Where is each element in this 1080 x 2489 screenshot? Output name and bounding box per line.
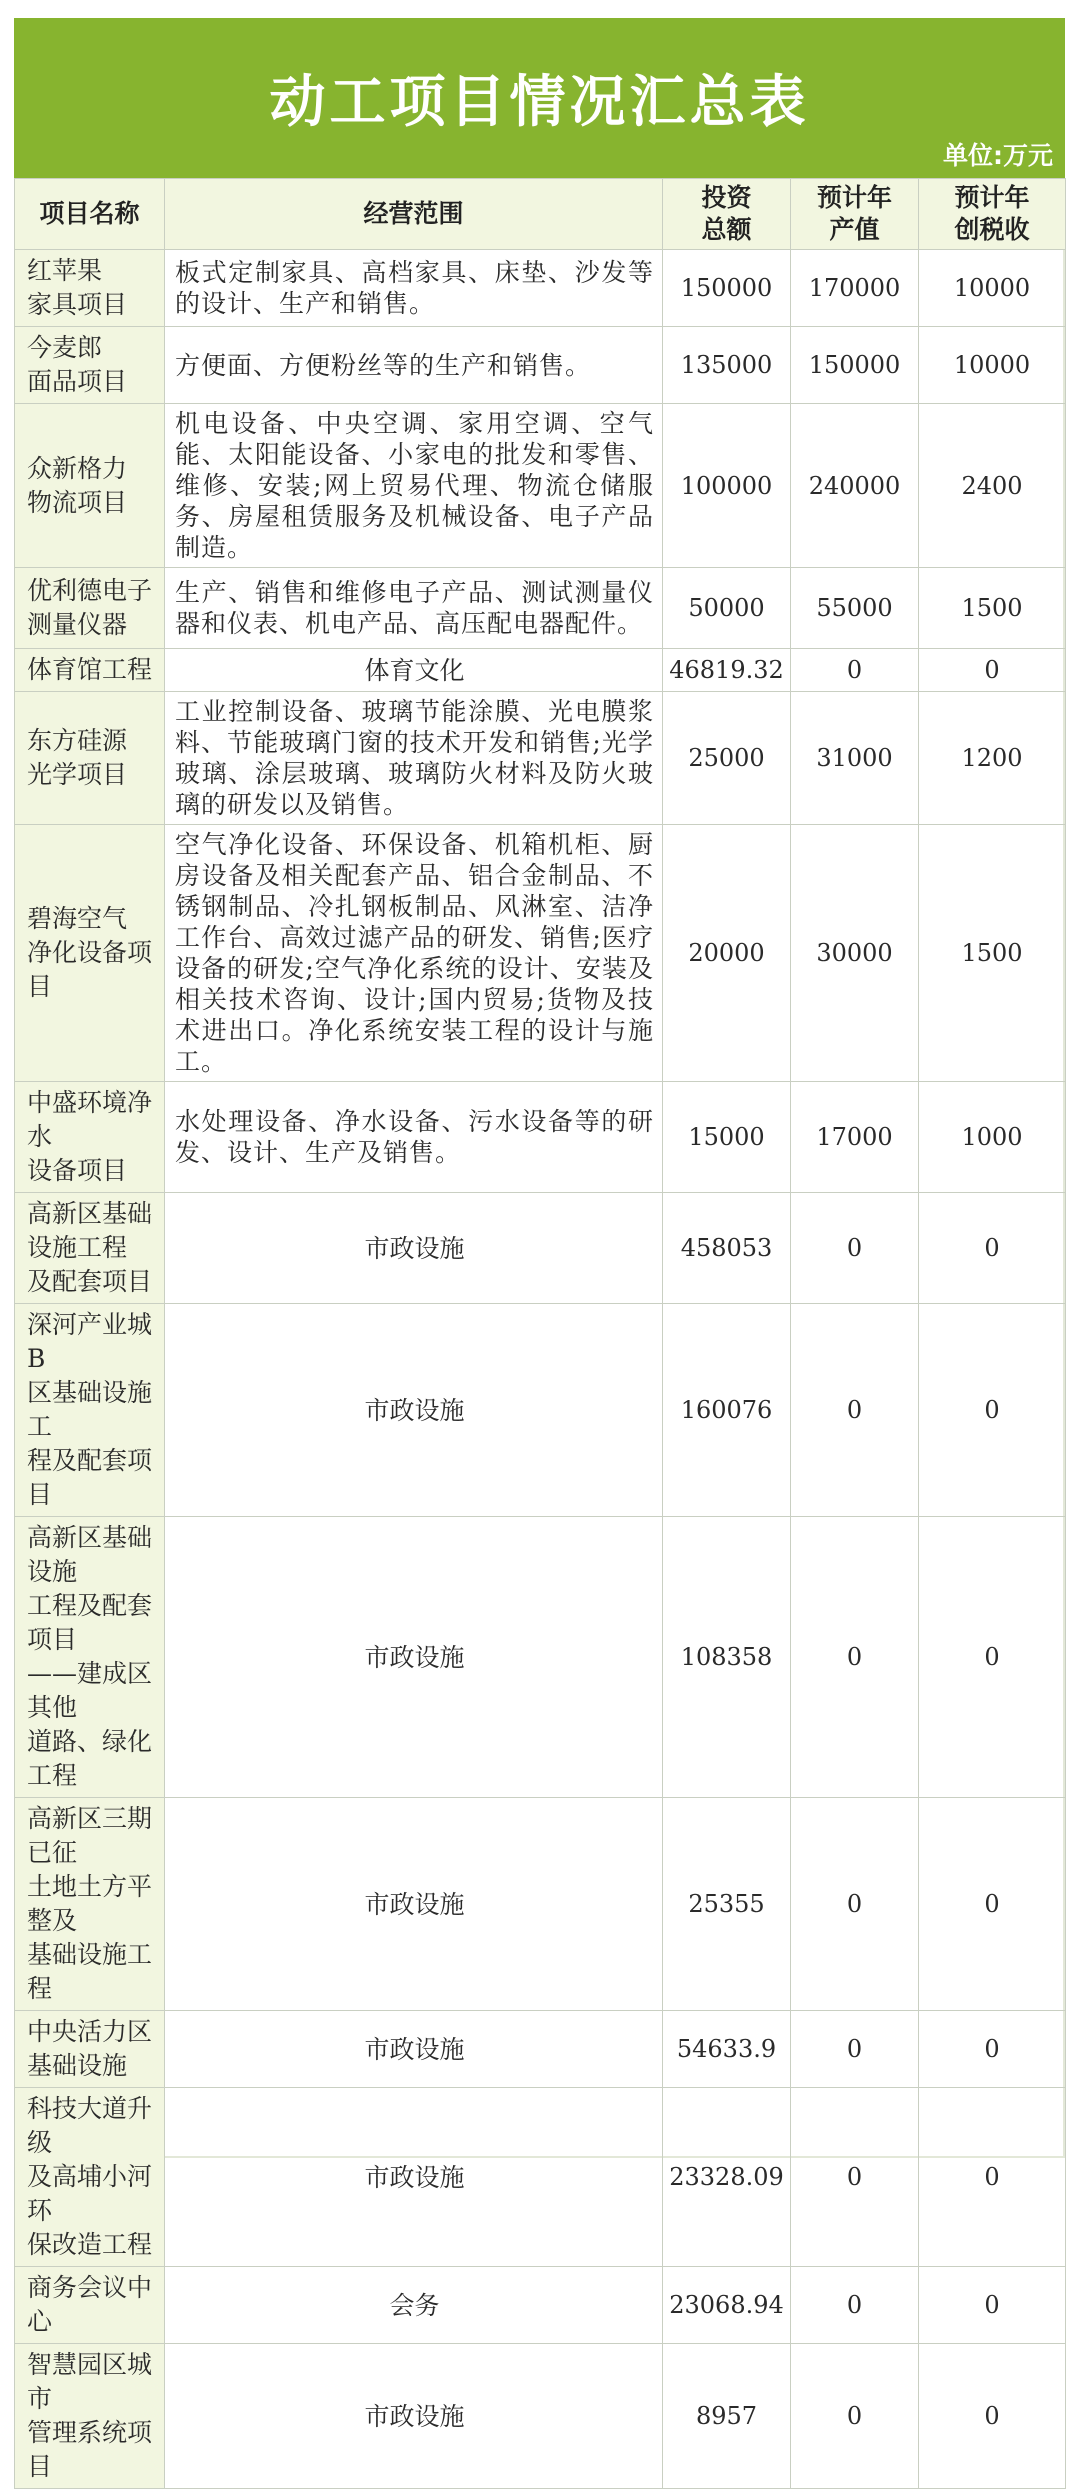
annual-tax-cell: 0: [919, 1193, 1066, 1304]
project-name-cell: [15, 2011, 165, 2088]
project-name-line: 科技大道升级: [27, 2094, 153, 2157]
project-name-line: 高新区基础设施: [27, 1523, 153, 1586]
business-scope-cell: 生产、销售和维修电子产品、测试测量仪器和仪表、机电产品、高压配电器配件。: [165, 568, 663, 649]
project-name-line: 智慧园区城市: [27, 2350, 153, 2413]
investment-cell: 458053: [663, 1193, 791, 1304]
investment-cell: 25000: [663, 692, 791, 825]
project-name-cell: [15, 1304, 165, 1517]
table-row: [15, 404, 1066, 568]
annual-tax-cell: 0: [919, 2267, 1066, 2344]
project-name-cell: [15, 692, 165, 825]
project-name-line: 区基础设施工: [27, 1378, 153, 1441]
project-name-cell: [15, 327, 165, 404]
business-scope-cell: 板式定制家具、高档家具、床垫、沙发等的设计、生产和销售。: [165, 250, 663, 327]
annual-output-cell: 0: [791, 1304, 919, 1517]
annual-tax-cell: 0: [919, 2088, 1066, 2267]
annual-output-cell: 0: [791, 2267, 919, 2344]
project-name-line: 程及配套项目: [27, 1446, 153, 1509]
annual-tax-cell: 0: [919, 2011, 1066, 2088]
header-output-line1: 预计年: [816, 183, 892, 212]
business-scope-cell: 市政设施: [165, 2011, 663, 2088]
table-row: [15, 568, 1066, 649]
table-row: [15, 1082, 1066, 1193]
project-name-line: 面品项目: [27, 367, 128, 396]
project-name-line: 中盛环境净水: [27, 1088, 153, 1151]
project-name-line: 深河产业城B: [27, 1310, 153, 1373]
table-row: [15, 2267, 1066, 2344]
annual-tax-cell: 2400: [919, 404, 1066, 568]
table-row: [15, 825, 1066, 1082]
project-name-cell: [15, 2267, 165, 2344]
annual-tax-cell: 0: [919, 1304, 1066, 1517]
project-name-line: 测量仪器: [27, 610, 128, 639]
business-scope-cell: 会务: [165, 2267, 663, 2344]
annual-tax-cell: 1000: [919, 1082, 1066, 1193]
header-investment: [663, 179, 791, 250]
investment-cell: 20000: [663, 825, 791, 1082]
project-name-cell: [15, 1798, 165, 2011]
annual-tax-cell: 0: [919, 1798, 1066, 2011]
table-row: [15, 1517, 1066, 1798]
investment-cell: 23068.94: [663, 2267, 791, 2344]
header-tax: [919, 179, 1066, 250]
project-name-line: 设施工程: [27, 1233, 128, 1262]
table-row: [15, 1304, 1066, 1517]
project-name-line: 及高埔小河环: [27, 2162, 153, 2225]
project-name-cell: [15, 404, 165, 568]
annual-tax-cell: 0: [919, 1517, 1066, 1798]
table-row: [15, 2088, 1066, 2267]
project-name-line: 保改造工程: [27, 2230, 153, 2259]
annual-output-cell: 240000: [791, 404, 919, 568]
table-row: [15, 1193, 1066, 1304]
investment-cell: 50000: [663, 568, 791, 649]
annual-output-cell: 0: [791, 2011, 919, 2088]
header-tax-line1: 预计年: [954, 183, 1030, 212]
business-scope-cell: 市政设施: [165, 1193, 663, 1304]
business-scope-cell: 市政设施: [165, 1798, 663, 2011]
project-name-line: 工程及配套项目: [27, 1591, 153, 1654]
header-tax-line2: 创税收: [954, 215, 1030, 244]
table-row: [15, 649, 1066, 692]
investment-cell: 108358: [663, 1517, 791, 1798]
annual-output-cell: 31000: [791, 692, 919, 825]
page-title: 动工项目情况汇总表: [269, 70, 810, 135]
investment-cell: 15000: [663, 1082, 791, 1193]
business-scope-cell: 工业控制设备、玻璃节能涂膜、光电膜浆料、节能玻璃门窗的技术开发和销售;光学玻璃、涂层玻璃、玻璃防火材料及防火玻璃的研发以及销售。: [165, 692, 663, 825]
business-scope-cell: 市政设施: [165, 1304, 663, 1517]
header-output-line2: 产值: [829, 215, 880, 244]
business-scope-cell: 水处理设备、净水设备、污水设备等的研发、设计、生产及销售。: [165, 1082, 663, 1193]
project-name-line: 土地土方平整及: [27, 1872, 153, 1935]
project-name-line: 物流项目: [27, 487, 128, 517]
project-name-cell: [15, 649, 165, 692]
project-name-line: 商务会议中心: [27, 2273, 153, 2336]
business-scope-cell: 市政设施: [165, 2344, 663, 2489]
table-row: [15, 692, 1066, 825]
table-row: [15, 250, 1066, 327]
annual-tax-cell: 10000: [919, 250, 1066, 327]
project-name-cell: [15, 2088, 165, 2267]
project-name-line: ——建成区其他: [27, 1659, 153, 1722]
title-banner: [14, 18, 1065, 178]
project-name-cell: [15, 250, 165, 327]
project-name-cell: [15, 568, 165, 649]
investment-cell: 150000: [663, 250, 791, 327]
table-row: [15, 2011, 1066, 2088]
annual-tax-cell: 1500: [919, 825, 1066, 1082]
project-name-cell: [15, 1193, 165, 1304]
header-output: [791, 179, 919, 250]
project-name-cell: [15, 825, 165, 1082]
project-name-cell: [15, 1517, 165, 1798]
table-row: [15, 1798, 1066, 2011]
header-project-name: 项目名称: [15, 179, 165, 250]
business-scope-cell: 方便面、方便粉丝等的生产和销售。: [165, 327, 663, 404]
annual-output-cell: 0: [791, 1798, 919, 2011]
business-scope-cell: 市政设施: [165, 2088, 663, 2267]
project-name-line: 道路、绿化工程: [27, 1727, 153, 1790]
project-name-line: 高新区基础: [27, 1199, 153, 1228]
project-name-line: 基础设施工程: [27, 1940, 153, 2003]
annual-output-cell: 0: [791, 1193, 919, 1304]
project-name-line: 优利德电子: [27, 576, 153, 605]
annual-output-cell: 170000: [791, 250, 919, 327]
investment-cell: 25355: [663, 1798, 791, 2011]
annual-tax-cell: 1500: [919, 568, 1066, 649]
annual-tax-cell: 0: [919, 2344, 1066, 2489]
header-investment-line1: 投资: [701, 183, 752, 212]
project-name-line: 今麦郎: [27, 333, 103, 362]
annual-output-cell: 150000: [791, 327, 919, 404]
investment-cell: 100000: [663, 404, 791, 568]
investment-cell: 23328.09: [663, 2088, 791, 2267]
project-name-cell: [15, 1082, 165, 1193]
annual-output-cell: 0: [791, 2344, 919, 2489]
investment-cell: 46819.32: [663, 649, 791, 692]
annual-output-cell: 0: [791, 649, 919, 692]
unit-label: 单位:万元: [943, 141, 1053, 170]
header-scope: 经营范围: [165, 179, 663, 250]
annual-output-cell: 0: [791, 2088, 919, 2267]
project-name-line: 基础设施: [27, 2051, 128, 2080]
project-name-line: 中央活力区: [27, 2017, 153, 2046]
project-name-line: 碧海空气: [27, 904, 128, 933]
annual-tax-cell: 0: [919, 649, 1066, 692]
project-name-line: 净化设备项目: [27, 938, 153, 1001]
annual-output-cell: 0: [791, 1517, 919, 1798]
investment-cell: 8957: [663, 2344, 791, 2489]
business-scope-cell: 市政设施: [165, 1517, 663, 1798]
header-row: [15, 179, 1066, 250]
header-investment-line2: 总额: [701, 215, 752, 244]
table-row: [15, 327, 1066, 404]
project-name-line: 光学项目: [27, 760, 128, 789]
business-scope-cell: 体育文化: [165, 649, 663, 692]
project-name-line: 红苹果: [27, 256, 103, 285]
annual-output-cell: 17000: [791, 1082, 919, 1193]
investment-cell: 135000: [663, 327, 791, 404]
project-name-line: 家具项目: [27, 290, 128, 319]
project-name-line: 高新区三期已征: [27, 1804, 153, 1867]
business-scope-cell: 机电设备、中央空调、家用空调、空气能、太阳能设备、小家电的批发和零售、维修、安装;网上贸易代理、物流仓储服务、房屋租赁服务及机械设备、电子产品制造。: [165, 404, 663, 568]
project-name-line: 众新格力: [27, 453, 128, 483]
summary-table: [14, 178, 1066, 2489]
investment-cell: 54633.9: [663, 2011, 791, 2088]
project-name-cell: [15, 2344, 165, 2489]
annual-tax-cell: 1200: [919, 692, 1066, 825]
annual-output-cell: 55000: [791, 568, 919, 649]
project-name-line: 体育馆工程: [27, 655, 153, 684]
project-name-line: 及配套项目: [27, 1267, 153, 1296]
project-name-line: 东方硅源: [27, 726, 128, 755]
business-scope-cell: 空气净化设备、环保设备、机箱机柜、厨房设备及相关配套产品、铝合金制品、不锈钢制品、冷扎钢板制品、风淋室、洁净工作台、高效过滤产品的研发、销售;医疗设备的研发;空气净化系统的设计、安装及相关技术咨询、设计;国内贸易;货物及技术进出口。净化系统安装工程的设计与施工。: [165, 825, 663, 1082]
table-row: [15, 2344, 1066, 2489]
annual-tax-cell: 10000: [919, 327, 1066, 404]
project-name-line: 设备项目: [27, 1156, 128, 1185]
investment-cell: 160076: [663, 1304, 791, 1517]
project-name-line: 管理系统项目: [27, 2418, 153, 2481]
annual-output-cell: 30000: [791, 825, 919, 1082]
